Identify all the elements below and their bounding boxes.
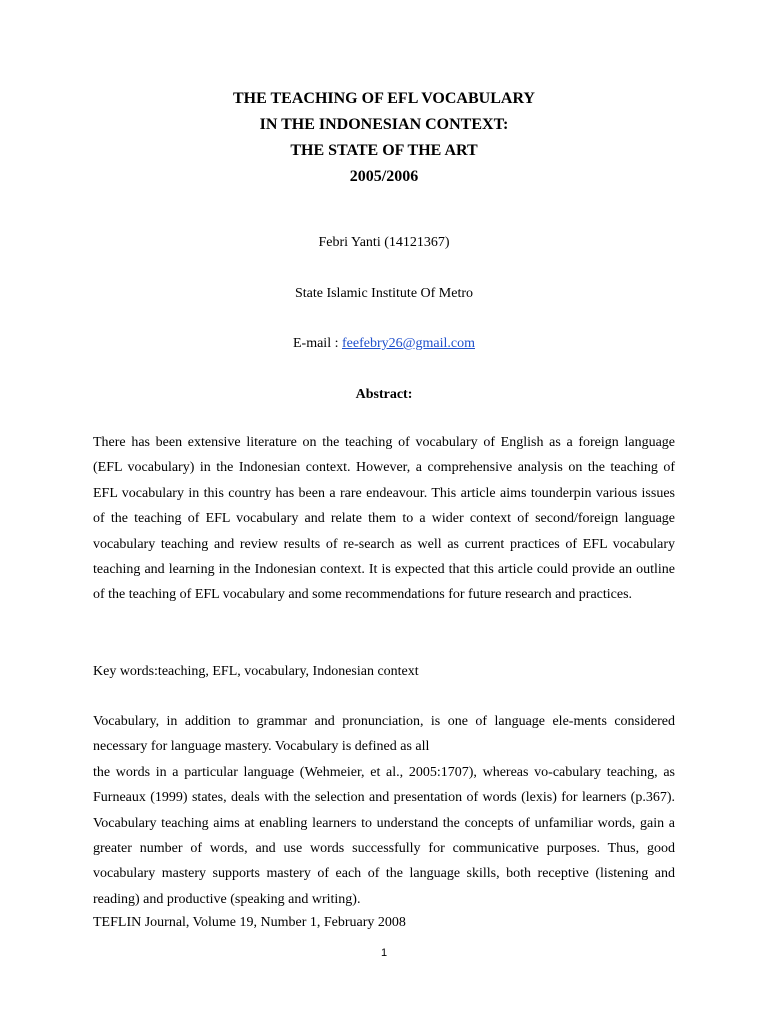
title-line: THE TEACHING OF EFL VOCABULARY xyxy=(233,90,535,107)
title-line: IN THE INDONESIAN CONTEXT: xyxy=(259,116,509,133)
abstract-paragraph: There has been extensive literature on the teaching of vocabulary of English as a foreign language (EFL vocabulary) in the Indonesian context. However, a comprehensive analysis on the teaching of EFL vocabulary in this country has been a rare endeavour. This article aims tounderpin various issues of the teaching of EFL vocabulary and relate them to a wider context of second/foreign language vocabulary teaching and review results of re-search as well as current practices of EFL vocabulary teaching and learning in the Indonesian context. It is expected that this article could provide an outline of the teaching of EFL vocabulary and some recommendations for future research and practices. xyxy=(93,435,675,603)
body-paragraph-part: the words in a particular language (Wehmeier, et al., 2005:1707), whereas vo-cabulary teaching, as Furneaux (1999) states, deals with the selection and presentation of words (lexis) for learners (p.367). Vocabulary teaching aims at enabling learners to understand the concepts of unfamiliar words, gain a greater number of words, and use words successfully for communicative purposes. Thus, good vocabulary mastery supports mastery of each of the language skills, both receptive (listening and reading) and productive (speaking and writing). xyxy=(93,764,675,907)
body-paragraph-part: Vocabulary, in addition to grammar and pronunciation, is one of language ele-ments considered necessary for language mastery. Vocabulary is defined as all xyxy=(93,714,675,755)
title-year: 2005/2006 xyxy=(349,168,419,185)
keywords-line: Key words:teaching, EFL, vocabulary, Indonesian context xyxy=(93,664,419,679)
email-line xyxy=(0,334,768,354)
paper-title xyxy=(0,86,768,190)
journal-reference: TEFLIN Journal, Volume 19, Number 1, February 2008 xyxy=(93,915,406,930)
email-link[interactable]: feefebry26@gmail.com xyxy=(341,336,475,351)
abstract-heading: Abstract: xyxy=(355,387,413,402)
page-number: 1 xyxy=(380,947,388,959)
author-affiliation: State Islamic Institute Of Metro xyxy=(294,286,474,301)
author-name: Febri Yanti (14121367) xyxy=(318,235,450,250)
body-paragraph xyxy=(93,709,675,912)
title-line: THE STATE OF THE ART xyxy=(290,142,478,159)
email-label: E-mail : xyxy=(292,336,342,351)
